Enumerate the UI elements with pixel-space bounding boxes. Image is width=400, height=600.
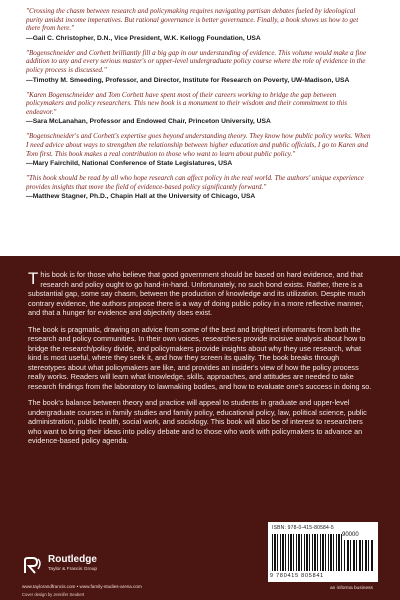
price-code: 90000 [342,532,359,538]
quote-text: "Bogenschneider's and Corbett's expertise goes beyond understanding theory. They know how public policy works. When I need advice about ways to strengthen the relationship between higher education and public officials, I go to Karen and Tom first. This book makes a real contribution to those who want to learn about public policy." [26,132,371,158]
publisher-name: Routledge [48,554,97,565]
endorsement-quote [26,174,374,201]
barcode-bars [272,534,342,571]
publisher-group: Taylor & Francis Group [48,567,98,572]
isbn-number: ISBN: 978-0-415-80584-5 [272,525,334,531]
quote-text: "Crossing the chasm between research and policymaking requires navigating partisan debates fueled by ideological purity amidst income imperatives. But rational governance is better governance. Finally, a book shows us how to get there from here." [26,7,359,33]
quote-attribution: —Mary Fairchild, National Conference of State Legislatures, USA [26,160,233,168]
quote-attribution: —Sara McLanahan, Professor and Endowed Chair, Princeton University, USA [26,118,271,126]
endorsements-panel [0,0,400,256]
isbn-barcode [268,522,378,582]
publisher-urls: www.taylorandfrancis.com • www.family-studies-arena.com [22,584,142,589]
price-barcode-bars [344,540,374,571]
quote-attribution: —Gail C. Christopher, D.N., Vice President, W.K. Kellogg Foundation, USA [26,34,261,42]
quote-text: "Bogenschneider and Corbett brilliantly fill a big gap in our understanding of evidence. This volume would make a fine addition to any and every serious master's or upper-level undergraduate policy course where the role of evidence in the policy process is discussed." [26,48,367,74]
quote-text: "This book should be read by all who hope research can affect policy in the real world. The authors' unique experience provides insights that move the field of evidence-based policy significantly forward." [26,174,364,191]
routledge-logo-icon [22,557,44,575]
description-paragraph: This book is for those who believe that good government should be based on hard evidence, and that research and policy ought to go hand-in-hand. Unfortunately, no such bond exists. Rather, there is a substantial gap, some say chasm, between the production of knowledge and its utilization. Despite much contrary evidence, the authors propose there is a way of doing public policy in a more reflective manner, and that a hunger for evidence and objectivity does exist. [28,269,366,317]
quote-attribution: —Timothy M. Smeeding, Professor, and Director, Institute for Research on Poverty, UW-Madison, USA [26,76,350,84]
endorsement-quote [26,91,374,127]
endorsement-quote [26,7,374,43]
quote-text: "Karen Bogenschneider and Tom Corbett have spent most of their careers working to bridge the gap between policymakers and policy researchers. This new book is a monument to their wisdom and their commitment to this endeavor." [26,90,348,116]
quote-attribution: —Matthew Stagner, Ph.D., Chapin Hall at the University of Chicago, USA [26,193,256,201]
endorsement-quote [26,132,374,168]
informa-tagline: an informa business [330,586,373,591]
description-paragraph: The book's balance between theory and practice will appeal to students in graduate and upper-level undergraduate courses in family studies and family policy, educational policy, law, political science, public administration, public health, social work, and sociology. This book will also be of interest to researchers who want to bring their ideas into policy debate and to those who work with policymakers to advance an evidence-based policy agenda. [28,398,367,445]
barcode-digits: 9 780415 805841 [270,573,324,579]
book-description [28,270,374,453]
cover-credit: Cover design by Jennifer Seubert [22,592,85,597]
endorsement-quote [26,49,374,85]
description-paragraph: The book is pragmatic, drawing on advice from some of the best and brightest informants from both the research and policy communities. In their own voices, researchers provide incisive analysis about how to bridge the research/policy divide, and policymakers provide insights about why they use research, what kind is most useful, where they seek it, and how they screen its quality. The book breaks through stereotypes about what policymakers are like, and provides an insider's view of how the policy process really works. Readers will learn what knowledge, skills, approaches, and attitudes are needed to take research findings from the laboratory to lawmaking bodies, and how to evaluate one's success in doing so. [28,324,372,391]
